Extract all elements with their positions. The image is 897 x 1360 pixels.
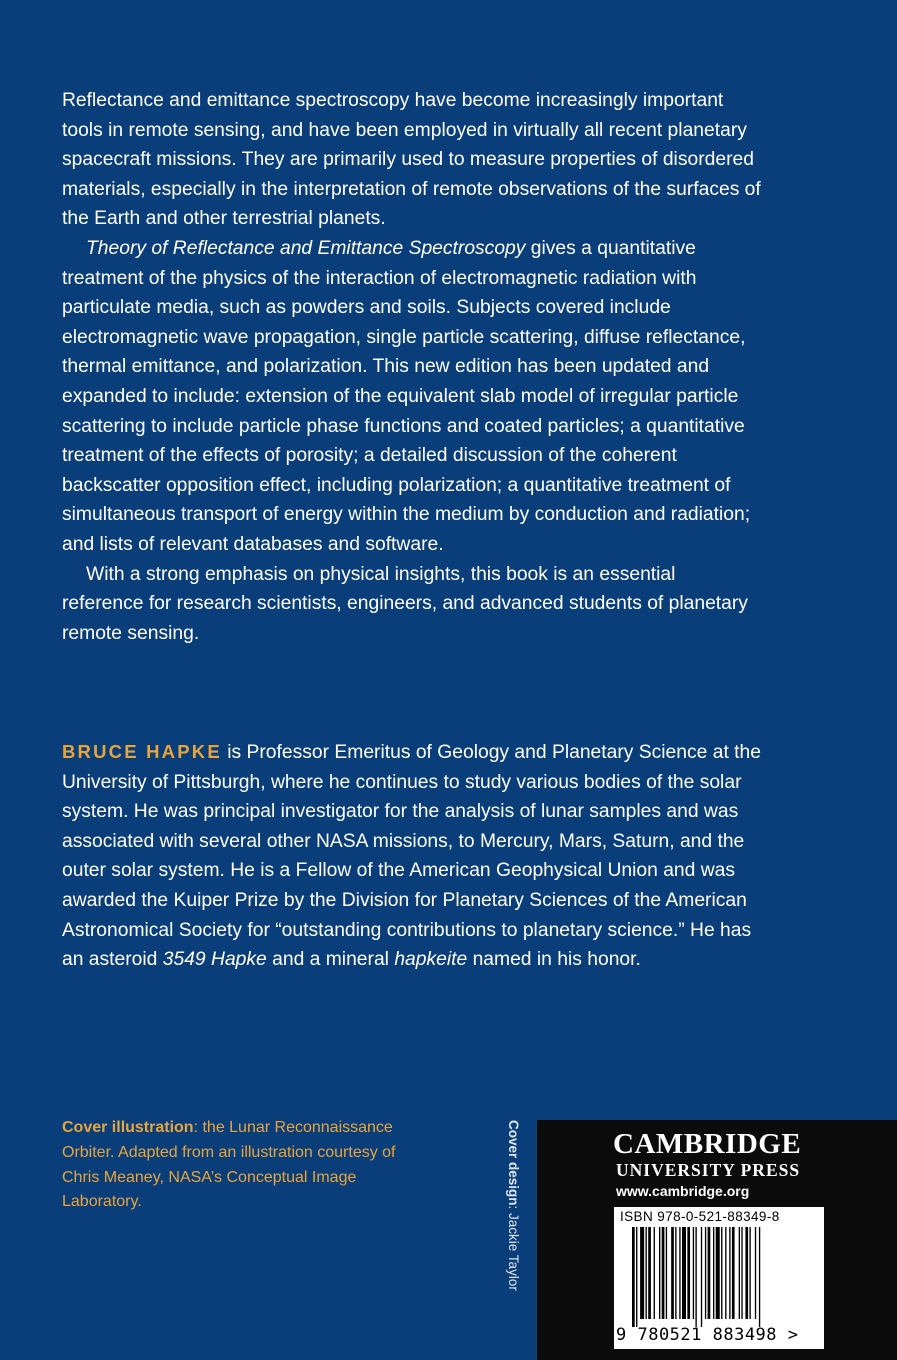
cover-illustration-text: : the Lunar Reconnaissance Orbiter. Adapted from an illustration courtesy of Chris Meaney, NASA’s Conceptual Image Laboratory. <box>62 1119 396 1211</box>
publisher-box <box>537 1120 897 1360</box>
publisher-press: UNIVERSITY PRESS <box>616 1160 801 1180</box>
asteroid-name: 3549 Hapke <box>162 949 267 971</box>
publisher-website: www.cambridge.org <box>616 1183 750 1199</box>
blurb-paragraph-2-text: gives a quantitative treatment of the physics of the interaction of electromagnetic radiation with particulate media, such as powders and soils. Subjects covered include electromagnetic wave propagation, single particle scattering, diffuse reflectance, thermal emittance, and polarization. This new edition has been updated and expanded to include: extension of the equivalent slab model of irregular particle scattering to include particle phase functions and coated particles; a quantitative treatment of the effects of porosity; a detailed discussion of the coherent backscatter opposition effect, including polarization; a quantitative treatment of simultaneous transport of energy within the medium by conduction and radiation; and lists of relevant databases and software. <box>62 237 751 555</box>
bio-text-2: and a mineral <box>266 949 395 971</box>
blurb-paragraph-3: With a strong emphasis on physical insights, this book is an essential reference for research scientists, engineers, and advanced students of planetary remote sensing. <box>62 563 748 644</box>
cover-design-label: Cover design <box>506 1120 521 1206</box>
blurb-paragraph-2 <box>62 234 762 560</box>
ean-digits: 9 780521 883498 > <box>616 1325 799 1345</box>
isbn-label: ISBN 978-0-521-88349-8 <box>620 1209 780 1224</box>
blurb-paragraph-1: Reflectance and emittance spectroscopy have become increasingly important tools in remote sensing, and have been employed in virtually all recent planetary spacecraft missions. They are primarily used to measure properties of disordered materials, especially in the interpretation of remote observations of the surfaces of the Earth and other terrestrial planets. <box>62 90 761 230</box>
barcode-icon <box>614 1227 824 1327</box>
book-title: Theory of Reflectance and Emittance Spectroscopy <box>86 237 526 259</box>
cover-design-text: : Jackie Taylor <box>506 1205 521 1291</box>
publisher-name: CAMBRIDGE <box>613 1128 802 1160</box>
bio-text-3: named in his honor. <box>467 949 641 971</box>
cover-illustration-credit <box>62 1116 412 1215</box>
author-bio <box>62 737 762 975</box>
author-name: BRUCE HAPKE <box>62 741 222 762</box>
back-cover-blurb <box>62 86 762 648</box>
cover-illustration-label: Cover illustration <box>62 1119 194 1136</box>
bio-text-1: is Professor Emeritus of Geology and Planetary Science at the University of Pittsburgh, where he continues to study various bodies of the solar system. He was principal investigator for the analysis of lunar samples and was associated with several other NASA missions, to Mercury, Mars, Saturn, and the outer solar system. He is a Fellow of the American Geophysical Union and was awarded the Kuiper Prize by the Division for Planetary Sciences of the American Astronomical Society for “outstanding contributions to planetary science.” He has an asteroid <box>62 742 761 971</box>
mineral-name: hapkeite <box>394 949 468 971</box>
cover-design-credit <box>506 1120 521 1291</box>
barcode-panel <box>614 1207 824 1349</box>
author-bio-paragraph <box>62 737 762 975</box>
